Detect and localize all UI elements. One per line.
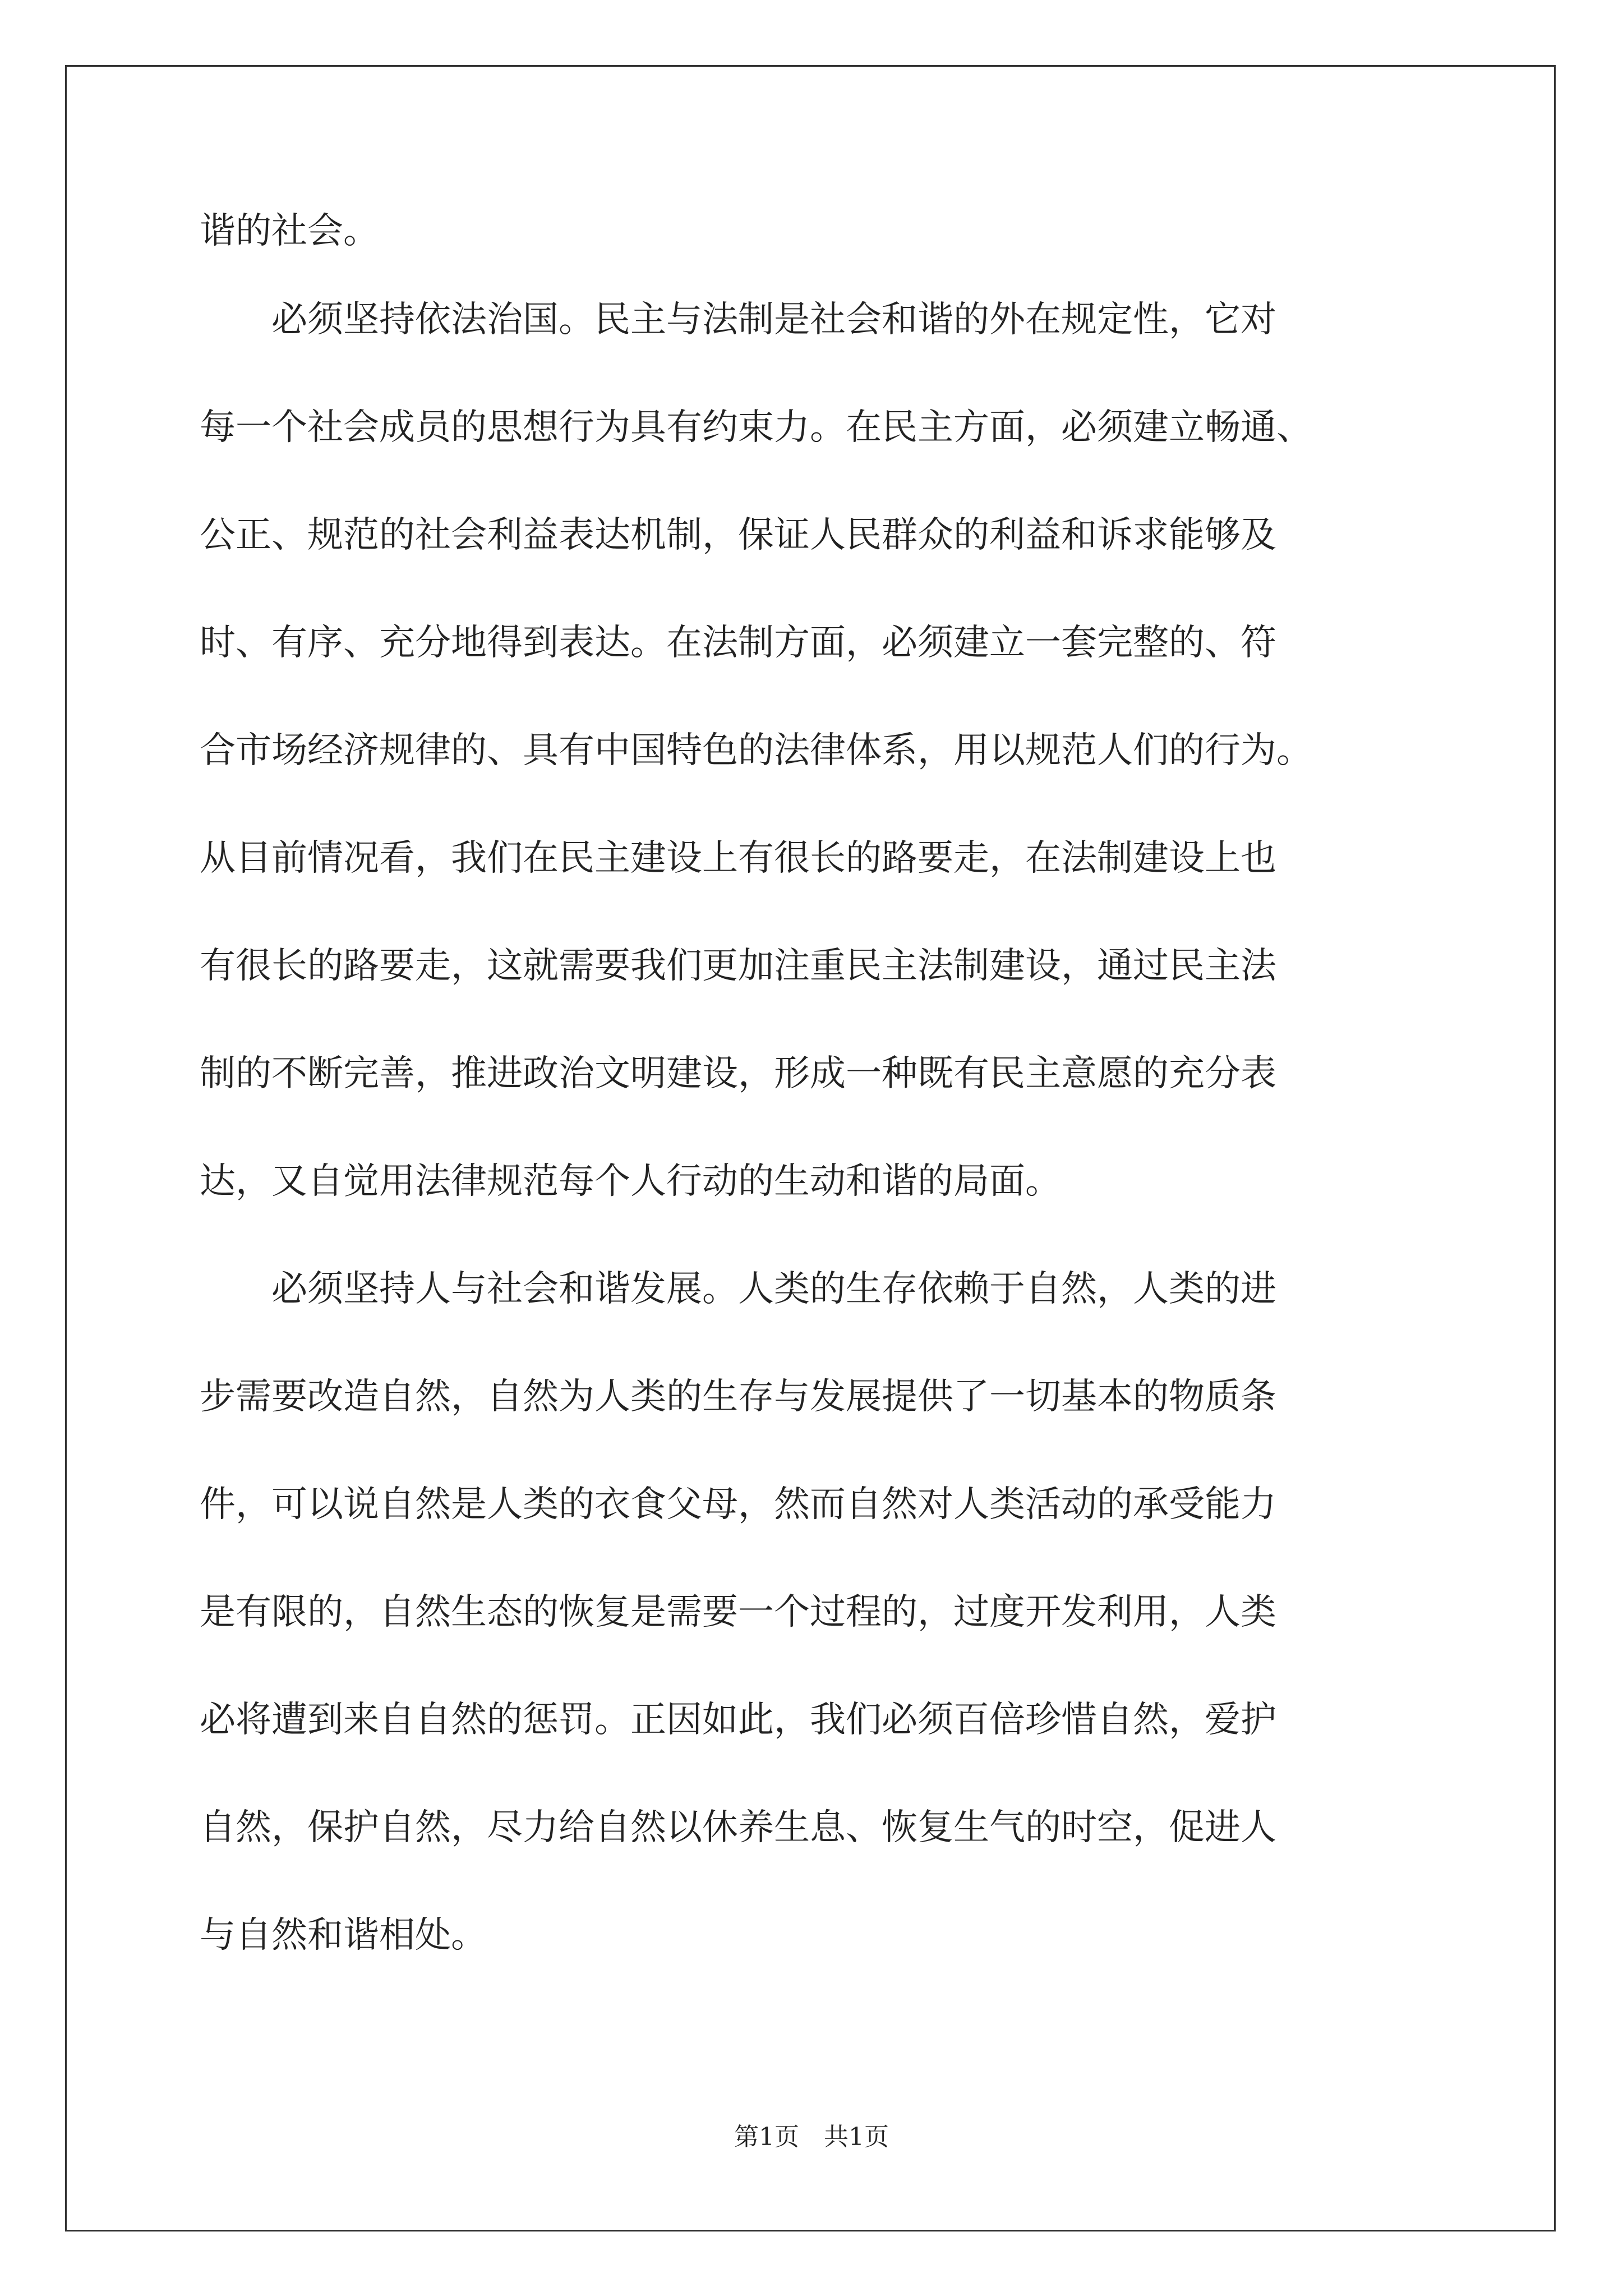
page-footer: 第1页 共1页 — [734, 2123, 889, 2151]
text-line: 有很长的路要走，这就需要我们更加注重民主法制建设，通过民主法 — [200, 945, 1276, 987]
text-line: 合市场经济规律的、具有中国特色的法律体系，用以规范人们的行为。 — [200, 730, 1312, 771]
text-line: 必将遭到来自自然的惩罚。正因如此，我们必须百倍珍惜自然，爱护 — [200, 1699, 1276, 1741]
page-border — [65, 65, 1556, 2231]
text-line: 谐的社会。 — [200, 210, 379, 252]
text-line: 自然，保护自然，尽力给自然以休养生息、恢复生气的时空，促进人 — [200, 1807, 1276, 1848]
text-line: 时、有序、充分地得到表达。在法制方面，必须建立一套完整的、符 — [200, 622, 1276, 664]
text-line: 达，又自觉用法律规范每个人行动的生动和谐的局面。 — [200, 1161, 1061, 1202]
text-line: 必须坚持依法治国。民主与法制是社会和谐的外在规定性，它对 — [200, 299, 1276, 341]
text-line: 每一个社会成员的思想行为具有约束力。在民主方面，必须建立畅通、 — [200, 407, 1312, 448]
text-line: 件，可以说自然是人类的衣食父母，然而自然对人类活动的承受能力 — [200, 1484, 1276, 1525]
text-line: 必须坚持人与社会和谐发展。人类的生存依赖于自然，人类的进 — [200, 1268, 1276, 1310]
text-line: 与自然和谐相处。 — [200, 1915, 487, 1956]
text-line: 是有限的，自然生态的恢复是需要一个过程的，过度开发利用，人类 — [200, 1591, 1276, 1633]
text-line: 从目前情况看，我们在民主建设上有很长的路要走，在法制建设上也 — [200, 838, 1276, 879]
text-line: 步需要改造自然，自然为人类的生存与发展提供了一切基本的物质条 — [200, 1376, 1276, 1418]
text-line: 制的不断完善，推进政治文明建设，形成一种既有民主意愿的充分表 — [200, 1053, 1276, 1094]
text-line: 公正、规范的社会利益表达机制，保证人民群众的利益和诉求能够及 — [200, 514, 1276, 556]
